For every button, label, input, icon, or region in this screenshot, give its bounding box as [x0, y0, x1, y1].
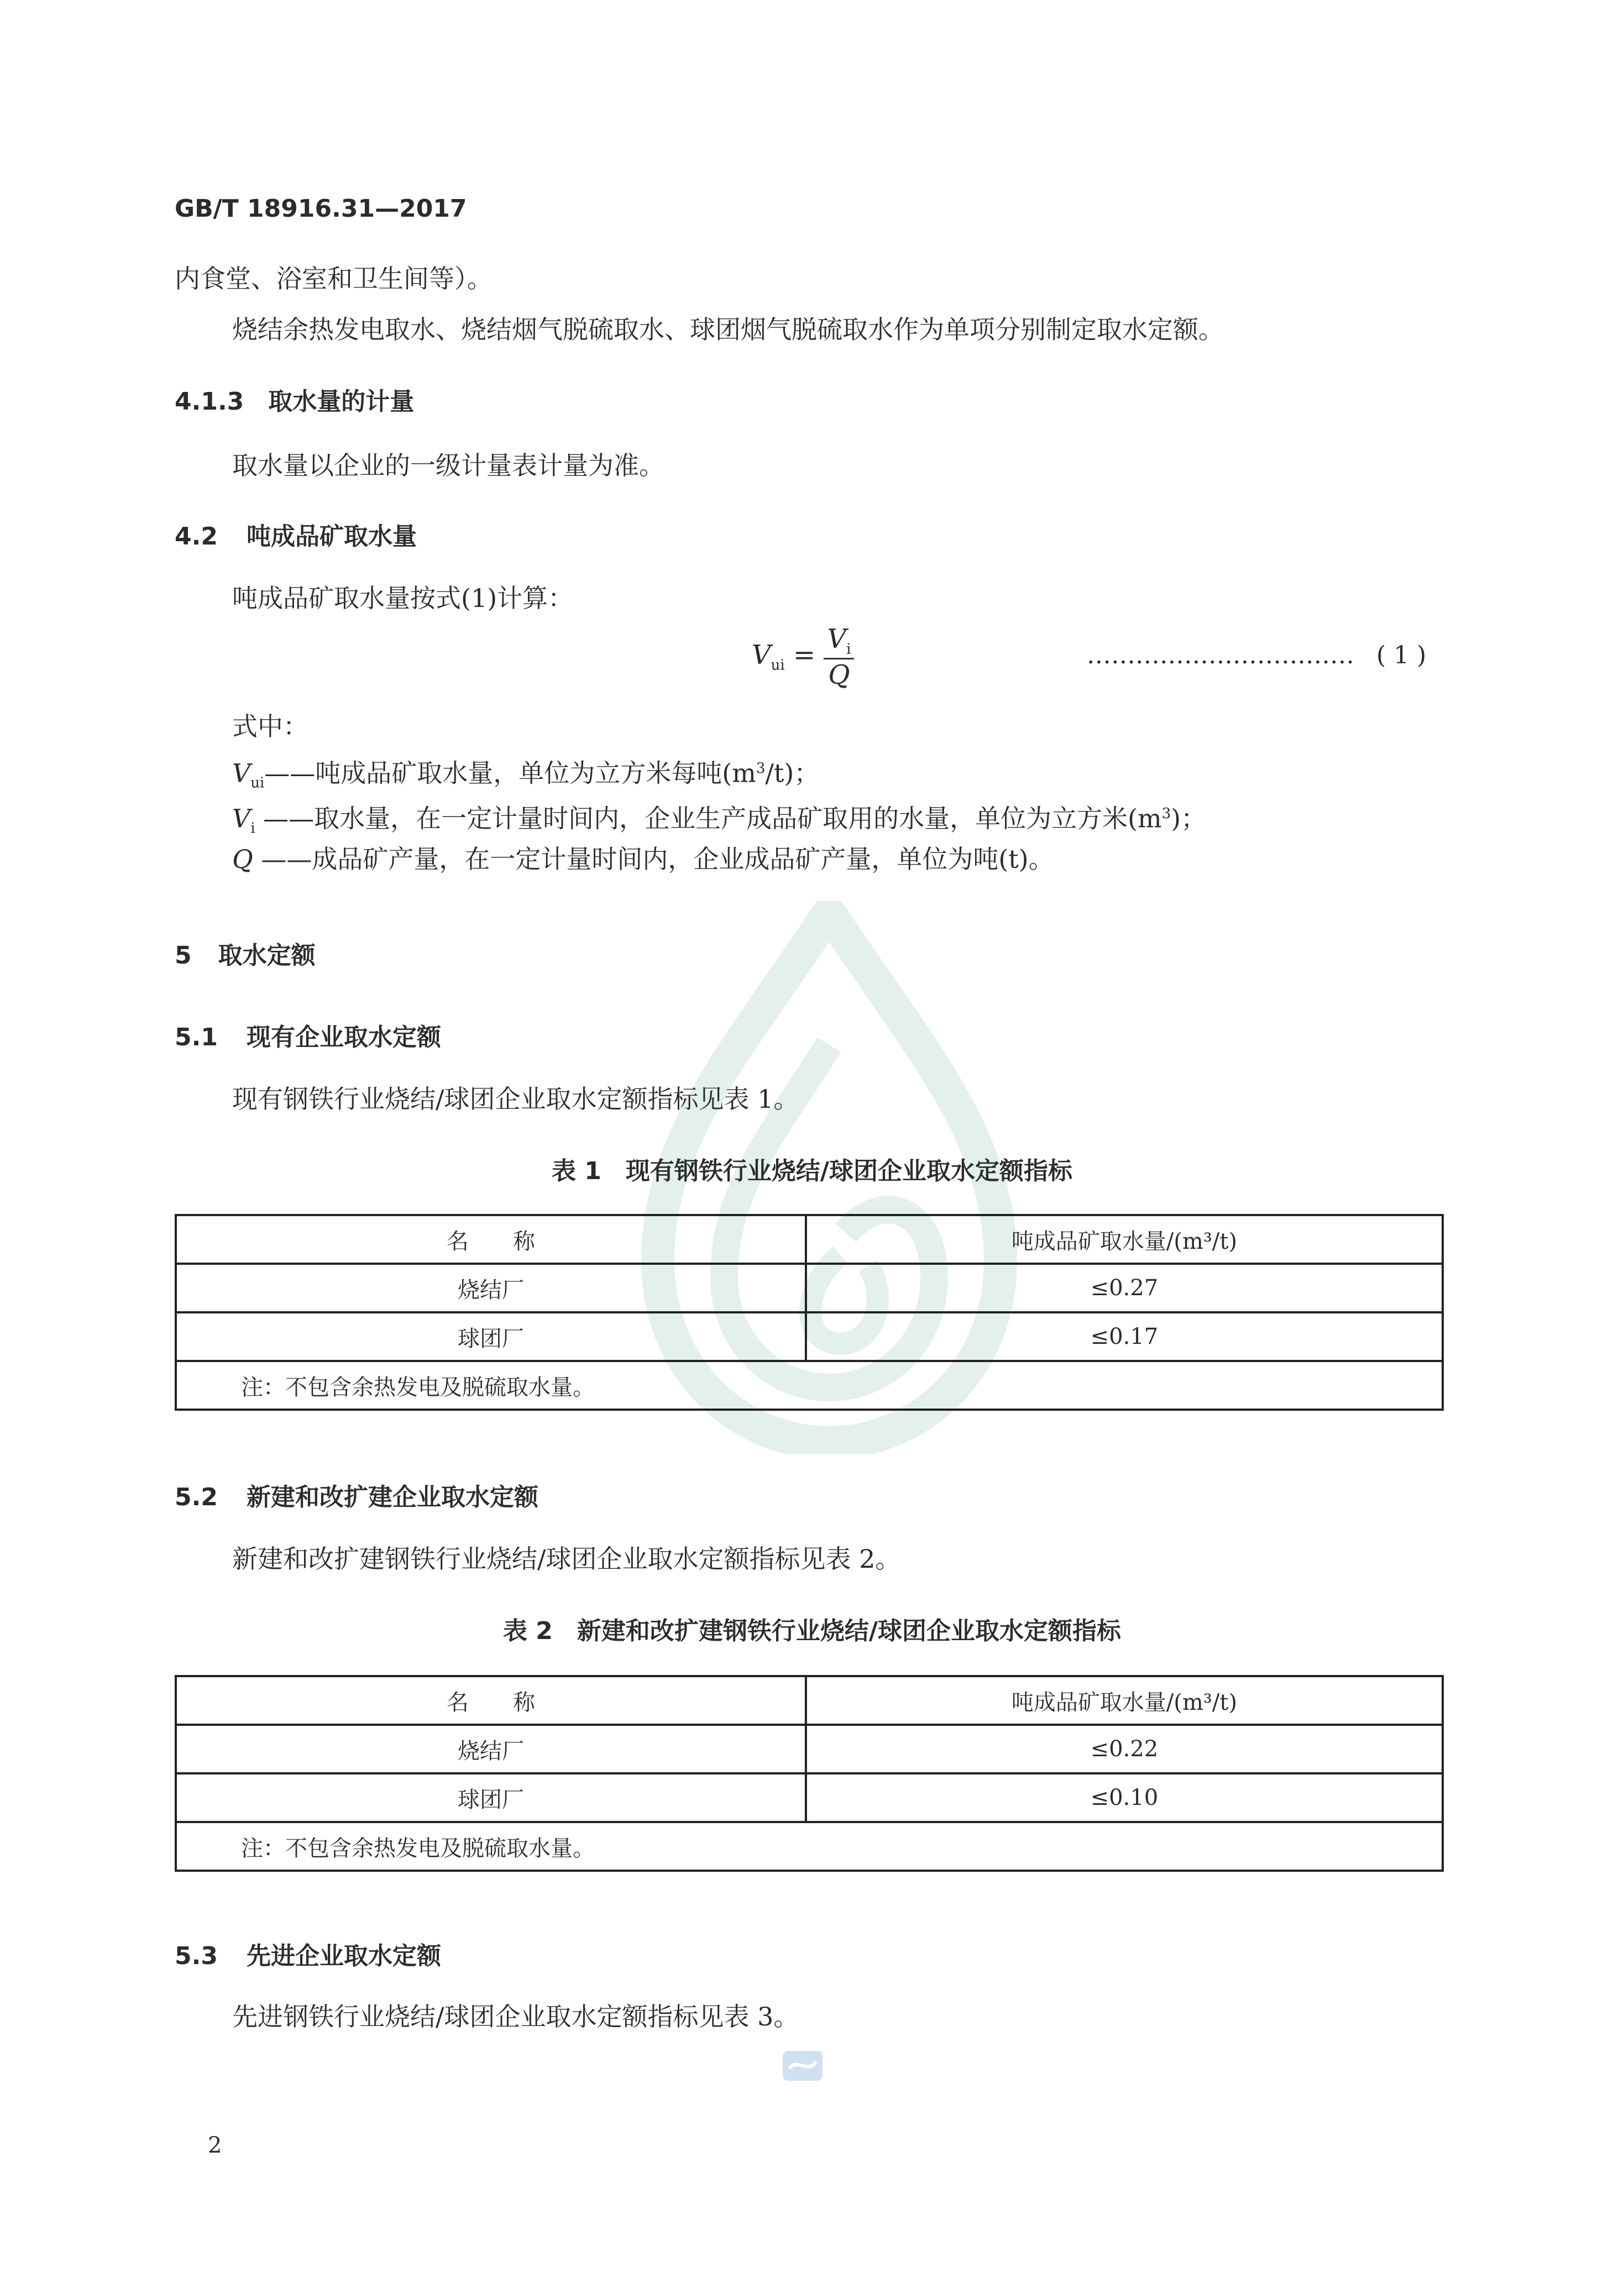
heading-number: 5.3 [175, 1942, 218, 1970]
heading-number: 5.1 [175, 1023, 218, 1051]
table-note-row [176, 1361, 1443, 1410]
heading-title: 先进企业取水定额 [246, 1942, 441, 1970]
heading-title: 取水量的计量 [268, 388, 415, 416]
paragraph-4-2: 吨成品矿取水量按式(1)计算： [232, 583, 574, 613]
table-header-name: 名 称 [176, 1676, 806, 1725]
table-row [176, 1312, 1443, 1361]
sac-logo-icon [780, 2046, 825, 2085]
table-1 [175, 1214, 1444, 1411]
paragraph-5-3: 先进钢铁行业烧结/球团企业取水定额指标见表 3。 [232, 2002, 799, 2032]
heading-number: 4.2 [175, 522, 218, 551]
standard-code: GB/T 18916.31—2017 [175, 195, 467, 223]
formula-num-sub: i [846, 641, 851, 658]
where-sub: i [250, 820, 255, 837]
heading-number: 4.1.3 [175, 388, 244, 416]
table-header-value: 吨成品矿取水量/(m³/t) [806, 1215, 1443, 1264]
where-tail: )； [1171, 803, 1207, 834]
page-number: 2 [208, 2133, 222, 2158]
heading-5-2 [175, 1477, 538, 1512]
formula-lhs-var: V [752, 639, 771, 671]
heading-number: 5.2 [175, 1483, 218, 1511]
formula-equals: = [793, 639, 816, 671]
where-text: ——成品矿产量，在一定计量时间内，企业成品矿产量，单位为吨(t)。 [253, 844, 1054, 874]
heading-5 [175, 935, 316, 971]
heading-4-1-3 [175, 381, 414, 417]
heading-title: 吨成品矿取水量 [246, 522, 417, 551]
table-header-row [176, 1215, 1443, 1264]
table-cell-value: ≤0.17 [806, 1312, 1443, 1361]
table-header-value: 吨成品矿取水量/(m³/t) [806, 1676, 1443, 1725]
formula-den-var: Q [828, 659, 850, 690]
heading-number: 5 [175, 941, 192, 970]
table-note-row [176, 1822, 1443, 1871]
paragraph-continued: 内食堂、浴室和卫生间等）。 [175, 264, 493, 294]
heading-title: 取水定额 [218, 941, 316, 970]
where-sup: 3 [756, 760, 766, 777]
paragraph-5-2: 新建和改扩建钢铁行业烧结/球团企业取水定额指标见表 2。 [232, 1544, 901, 1574]
table-row [176, 1725, 1443, 1773]
where-item [232, 752, 819, 800]
where-sup: 3 [1161, 805, 1171, 822]
table-cell-value: ≤0.27 [806, 1264, 1443, 1312]
formula-dots: …………………………… [1087, 641, 1354, 669]
table-2-caption: 表 2 新建和改扩建钢铁行业烧结/球团企业取水定额指标 [502, 1617, 1121, 1645]
table-cell-name: 烧结厂 [176, 1264, 806, 1312]
formula-fraction [824, 624, 854, 690]
heading-title: 新建和改扩建企业取水定额 [246, 1483, 538, 1511]
table-cell-value: ≤0.22 [806, 1725, 1443, 1773]
table-1-caption: 表 1 现有钢铁行业烧结/球团企业取水定额指标 [551, 1157, 1072, 1185]
paragraph-separate-quota: 烧结余热发电取水、烧结烟气脱硫取水、球团烟气脱硫取水作为单项分别制定取水定额。 [232, 315, 1224, 344]
where-var: V [232, 758, 251, 788]
table-note: 注：不包含余热发电及脱硫取水量。 [176, 1361, 1443, 1410]
heading-5-3 [175, 1936, 441, 1971]
table-header-name: 名 称 [176, 1215, 806, 1264]
table-row [176, 1264, 1443, 1312]
where-sub: ui [250, 774, 265, 792]
where-text: ——取水量，在一定计量时间内，企业生产成品矿取用的水量，单位为立方米(m [255, 803, 1162, 834]
table-2 [175, 1675, 1444, 1872]
paragraph-4-1-3: 取水量以企业的一级计量表计量为准。 [232, 451, 664, 480]
heading-5-1 [175, 1017, 441, 1053]
where-item [232, 842, 1054, 876]
paragraph-5-1: 现有钢铁行业烧结/球团企业取水定额指标见表 1。 [232, 1084, 799, 1114]
table-header-row [176, 1676, 1443, 1725]
where-text: ——吨成品矿取水量，单位为立方米每吨(m [264, 758, 756, 788]
where-var: V [232, 803, 251, 834]
where-var: Q [232, 844, 253, 874]
formula-number: ( 1 ) [1376, 641, 1427, 669]
table-row [176, 1773, 1443, 1822]
formula-num-var: V [827, 624, 847, 655]
heading-4-2 [175, 516, 417, 552]
where-tail: /t)； [765, 758, 820, 788]
where-item [232, 797, 1206, 845]
table-note: 注：不包含余热发电及脱硫取水量。 [176, 1822, 1443, 1871]
where-label: 式中： [232, 711, 308, 741]
formula-lhs-sub: ui [771, 657, 785, 674]
table-cell-value: ≤0.10 [806, 1773, 1443, 1822]
formula-1 [752, 624, 854, 690]
table-cell-name: 球团厂 [176, 1773, 806, 1822]
heading-title: 现有企业取水定额 [246, 1023, 441, 1051]
table-cell-name: 烧结厂 [176, 1725, 806, 1773]
table-cell-name: 球团厂 [176, 1312, 806, 1361]
